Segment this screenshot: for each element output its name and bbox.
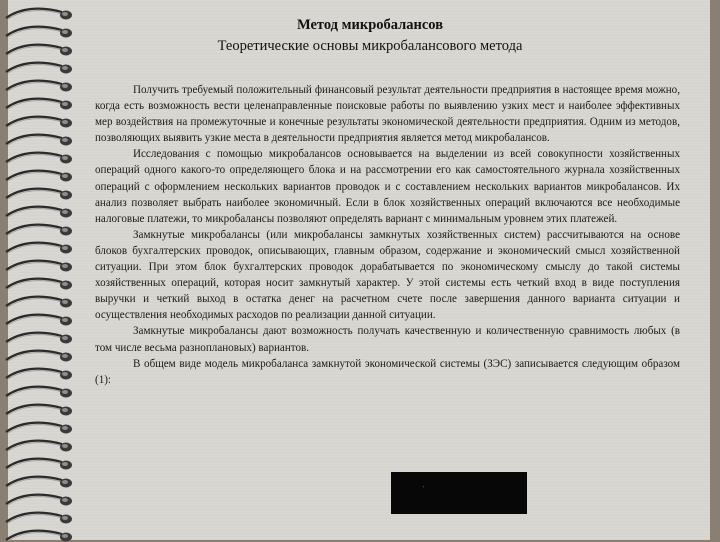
- spiral-ring: [0, 132, 72, 146]
- spiral-ring: [0, 150, 72, 164]
- paragraph: В общем виде модель микробаланса замкнутой экономической системы (ЗЭС) записывается следующим образом (1):: [95, 357, 680, 386]
- spiral-ring: [0, 294, 72, 308]
- spiral-ring: [0, 492, 72, 506]
- page-subtitle: Теоретические основы микробалансового метода: [217, 38, 523, 54]
- spiral-ring: [0, 186, 72, 200]
- spiral-ring: [0, 348, 72, 362]
- formula-image: [391, 472, 527, 514]
- spiral-ring: [0, 60, 72, 74]
- spiral-ring: [0, 330, 72, 344]
- paragraph: Замкнутые микробалансы (или микробалансы замкнутых хозяйственных систем) рассчитываются на основе блоков бухгалтерских проводок, описывающих, главным образом, содержание и экономический смысл хозяйственной ситуации. При этом блок бухгалтерских проводок дорабатывается по экономическому смыслу до такой системы хозяйственных операций, которая носит замкнутый характер. У этой системы есть четкий вход в виде поступления выручки и четкий выход в остатка денег на расчетном счете после завершения данного варианта ситуации и осуществления необходимых расходов по реализации данной ситуации.: [95, 228, 680, 322]
- spiral-ring: [0, 96, 72, 110]
- spiral-ring: [0, 438, 72, 452]
- spiral-ring: [0, 474, 72, 488]
- spiral-ring: [0, 240, 72, 254]
- spiral-ring: [0, 42, 72, 56]
- page-title: Метод микробалансов: [296, 17, 444, 33]
- spiral-ring: [0, 168, 72, 182]
- spiral-ring: [0, 114, 72, 128]
- spiral-ring: [0, 510, 72, 524]
- spiral-binding: [0, 0, 80, 540]
- spiral-ring: [0, 456, 72, 470]
- spiral-ring: [0, 6, 72, 20]
- spiral-ring: [0, 24, 72, 38]
- spiral-ring: [0, 258, 72, 272]
- spiral-ring: [0, 312, 72, 326]
- spiral-ring: [0, 420, 72, 434]
- formula-mark: ': [423, 486, 425, 492]
- paragraph: Исследования с помощью микробалансов основывается на выделении из всей совокупности хозяйственных операций одного какого-то определяющего блока и на рассмотрении его как самостоятельного журнала хозяйственных операций с оформлением нескольких вариантов проводок и с составлением нескольких вариантов микробалансов. Их анализ позволяет выбрать наиболее экономичный. Если в блок хозяйственных операций включаются все необходимые налоговые платежи, то микробалансы позволяют определять вариант с минимальным уровнем этих платежей.: [95, 148, 680, 225]
- spiral-ring: [0, 276, 72, 290]
- body-text: [95, 82, 680, 388]
- spiral-ring: [0, 366, 72, 380]
- spiral-ring: [0, 402, 72, 416]
- spiral-ring: [0, 204, 72, 218]
- paragraph: Замкнутые микробалансы дают возможность получать качественную и количественную сравнимость любых (в том числе весьма разноплановых) вариантов.: [95, 325, 680, 354]
- spiral-ring: [0, 384, 72, 398]
- paragraph: Получить требуемый положительный финансовый результат деятельности предприятия в настоящее время можно, когда есть возможность вести целенаправленные поисковые работы по выявлению узких мест и наиболее эффективных мер воздействия на промежуточные и конечные результаты экономической деятельности предприятия. Одним из методов, позволяющих выявить узкие места в деятельности предприятия является метод микробалансов.: [95, 84, 680, 145]
- spiral-ring: [0, 78, 72, 92]
- spiral-ring: [0, 222, 72, 236]
